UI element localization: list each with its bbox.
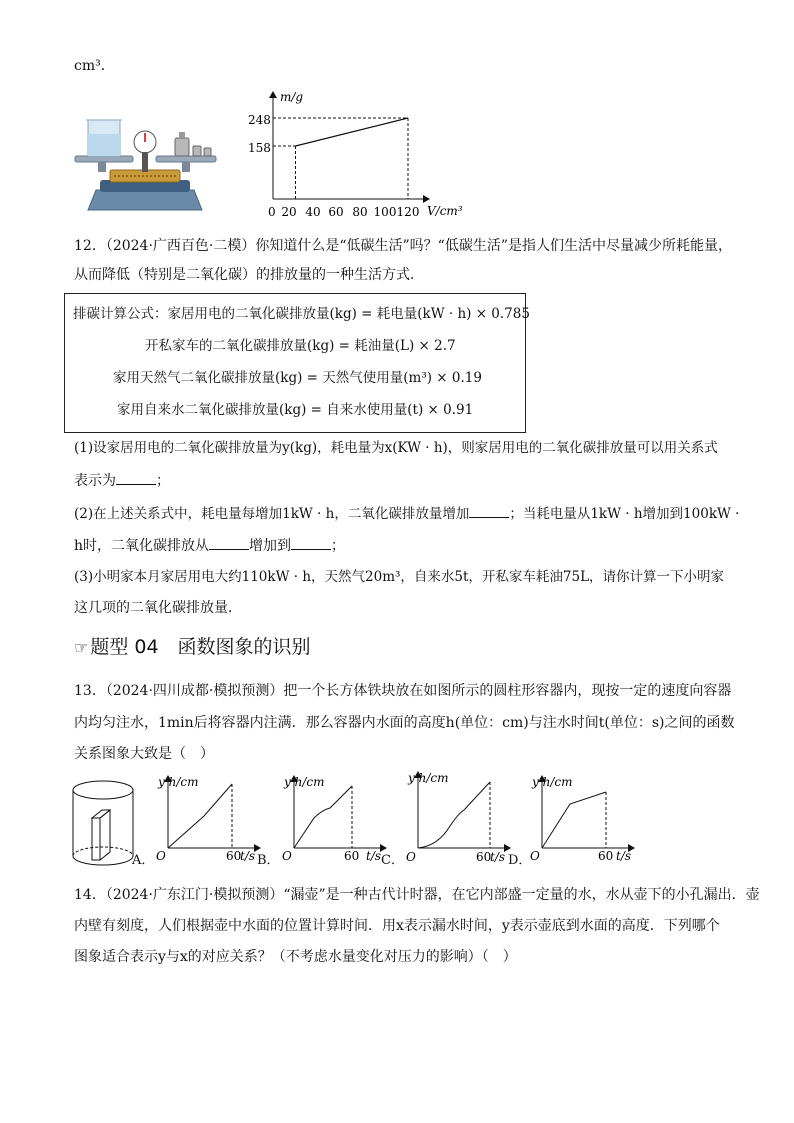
option-d-origin: O <box>530 849 540 863</box>
emission-formula-box <box>64 293 530 433</box>
formula-gas: 家用天然气二氧化碳排放量(kg) = 天然气使用量(m³) × 0.19 <box>113 370 482 386</box>
answer-blank <box>116 470 156 485</box>
q12-part1-suffix: ； <box>156 473 170 489</box>
section-heading <box>74 634 311 661</box>
prev-answer-fragment: cm³． <box>74 58 115 74</box>
q14-stem-line3: 图象适合表示y与x的对应关系？（不考虑水量变化对压力的影响）（ ） <box>74 949 517 965</box>
q12-part2-text-d: 增加到 <box>249 538 292 554</box>
option-d-y-label: y h/cm <box>532 775 573 789</box>
section-title: 题型 04 函数图象的识别 <box>90 636 311 658</box>
q13-stem-line1: 13．（2024·四川成都·模拟预测）把一个长方体铁块放在如图所示的圆柱形容器内，现按一定的速度向容器 <box>74 683 732 699</box>
x-tick-60: 60 <box>328 205 344 219</box>
answer-blank <box>291 535 331 550</box>
option-a-origin: O <box>156 849 166 863</box>
option-d-tick: 60 <box>598 849 614 863</box>
q13-stem-line2: 内均匀注水，1min后将容器内注满．那么容器内水面的高度h(单位：cm)与注水时间t(单位：s)之间的函数 <box>74 715 735 731</box>
option-b-graph[interactable] <box>280 770 392 866</box>
q12-part2-text-e: ； <box>331 538 346 554</box>
q12-part2-text-a: (2)在上述关系式中，耗电量每增加1kW · h，二氧化碳排放量增加 <box>74 506 470 522</box>
option-b-letter[interactable]: B． <box>257 853 280 868</box>
option-d-x-label: t/s <box>616 849 632 863</box>
x-tick-80: 80 <box>352 205 368 219</box>
x-tick-120: 120 <box>396 205 420 219</box>
pointing-hand-icon: ☞ <box>74 638 89 657</box>
option-b-tick: 60 <box>344 849 360 863</box>
q12-part1-prefix: 表示为 <box>74 473 116 489</box>
formula-water: 家用自来水二氧化碳排放量(kg) = 自来水使用量(t) × 0.91 <box>117 402 474 418</box>
option-a-graph[interactable] <box>154 770 266 866</box>
cylinder-container-illustration <box>70 778 136 870</box>
q12-part3-line2: 这几项的二氧化碳排放量． <box>74 600 242 616</box>
option-c-origin: O <box>406 850 416 864</box>
option-a-tick: 60 <box>226 849 242 863</box>
mass-volume-graph <box>236 86 466 222</box>
q13-stem-line3: 关系图象大致是（ ） <box>74 746 214 762</box>
option-d-letter[interactable]: D． <box>508 853 532 868</box>
q12-stem-line2: 从而降低（特别是二氧化碳）的排放量的一种生活方式． <box>74 267 424 283</box>
x-tick-20: 20 <box>281 205 297 219</box>
q12-part3-line1: (3)小明家本月家居用电大约110kW · h，天然气20m³，自来水5t，开私家车耗油75L，请你计算一下小明家 <box>74 569 725 585</box>
q12-part2-line2 <box>74 535 345 556</box>
q12-part2-text-b: ；当耗电量从1kW · h增加到100kW · <box>509 506 740 522</box>
y-axis-label: m/g <box>280 90 304 104</box>
option-b-x-label: t/s <box>366 849 382 863</box>
mass-volume-line <box>296 118 409 146</box>
option-c-graph[interactable] <box>404 766 516 866</box>
q12-stem-line1: 12．（2024·广西百色·二模）你知道什么是“低碳生活”吗？“低碳生活”是指人们生活中尽量减少所耗能量， <box>74 238 732 254</box>
y-tick-158: 158 <box>248 141 271 155</box>
option-c-letter[interactable]: C． <box>381 853 404 868</box>
option-c-tick: 60 <box>476 850 492 864</box>
option-a-letter[interactable]: A． <box>132 853 155 868</box>
q12-part2-text-c: h时，二氧化碳排放从 <box>74 538 210 554</box>
y-tick-248: 248 <box>248 113 271 127</box>
option-c-x-label: t/s <box>490 850 506 864</box>
x-tick-40: 40 <box>305 205 321 219</box>
option-a-y-label: y h/cm <box>158 775 199 789</box>
formula-car: 开私家车的二氧化碳排放量(kg) = 耗油量(L) × 2.7 <box>145 338 456 354</box>
option-b-origin: O <box>282 849 292 863</box>
option-d-graph[interactable] <box>528 770 640 866</box>
q12-part1-line2 <box>74 470 170 491</box>
option-a-x-label: t/s <box>240 849 256 863</box>
option-b-y-label: y h/cm <box>284 775 325 789</box>
q14-stem-line1: 14．（2024·广东江门·模拟预测）“漏壶”是一种古代计时器，在它内部盛一定量的水，水从壶下的小孔漏出．壶 <box>74 887 760 903</box>
q12-part2-line1 <box>74 503 739 524</box>
balance-scale-illustration <box>70 102 220 218</box>
x-axis-label: V/cm³ <box>427 204 463 218</box>
q12-part1-line1: (1)设家居用电的二氧化碳排放量为y(kg)，耗电量为x(KW · h)，则家居用电的二氧化碳排放量可以用关系式 <box>74 440 718 456</box>
option-c-y-label: y h/cm <box>408 771 449 785</box>
x-tick-100: 100 <box>373 205 397 219</box>
origin-label: 0 <box>268 205 276 219</box>
formula-electricity: 排碳计算公式：家居用电的二氧化碳排放量(kg) = 耗电量(kW · h) × 0.785 <box>73 306 530 322</box>
answer-blank <box>469 503 509 518</box>
q14-stem-line2: 内壁有刻度，人们根据壶中水面的位置计算时间．用x表示漏水时间，y表示壶底到水面的高度．下列哪个 <box>74 918 720 934</box>
answer-blank <box>209 535 249 550</box>
